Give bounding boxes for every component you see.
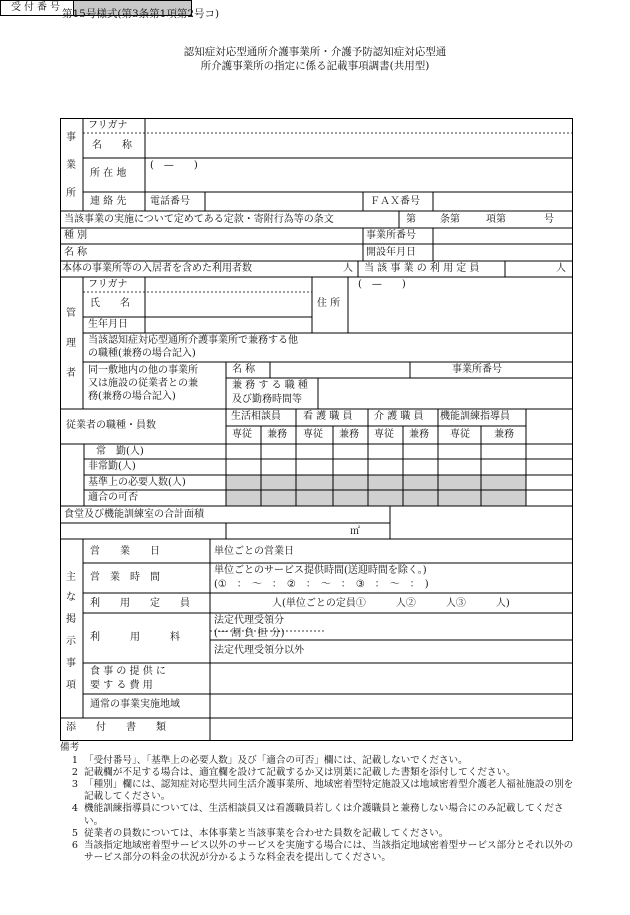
teiin-row-label: 利 用 定 員 [90,598,190,609]
staff-row-tekigo: 適合の可否 [88,492,138,503]
staff-role-kaigo: 介 護 職 員 [374,411,424,422]
jigyosho-bango-label: 事業所番号 [366,230,416,241]
staff-label: 従業者の職種・員数 [66,420,156,431]
page-title-line1: 認知症対応型通所介護事業所・介護予防認知症対応型通 [183,46,447,58]
staff-role-kango: 看 護 職 員 [303,411,353,422]
kanrisha-other-line2: 又は施設の従業者との兼 [88,378,198,389]
eigyobi-note: 単位ごとの営業日 [214,546,294,557]
teikan-ko: 項第 [486,214,506,225]
teiin-unit: 人 [556,263,566,274]
jigyosho-postal: ( — ) [150,160,198,171]
notes [60,742,580,864]
riyosha-label: 本体の事業所等の入居者を含めた利用者数 [62,263,252,274]
note-item: 4 機能訓練指導員については、生活相談員又は看護職員若しくは介護職員と兼務しない場合にのみ記載してください。 [71,803,564,827]
kennmu-jikan-label: 及び勤務時間等 [232,394,302,405]
jigyosho-phone-label: 電話番号 [150,196,190,207]
eigyobi-label: 営 業 日 [90,546,160,557]
page-title-line2: 所介護事業所の指定に係る記載事項調書(共用型) [200,60,430,72]
kanrisha-birth-label: 生年月日 [88,319,128,330]
kanrisha-name-label: 氏 名 [90,298,130,309]
staff-sub-kenmu-1: 兼務 [267,429,287,440]
tenpu-label: 添 付 書 類 [66,722,166,733]
ryokin-label: 利 用 料 [90,632,180,643]
teiin-label: 当 該 事 業 の 利 用 定 員 [364,263,480,274]
hotei-line1: 法定代理受領分 [214,615,284,626]
shokuji-line2: 要 す る 費 用 [90,680,153,691]
staff-row-jokin: 常 勤(人) [96,446,144,457]
staff-sub-kenmu-4: 兼務 [494,429,514,440]
jigyosho-side-3: 所 [66,188,76,199]
kaisetsu-label: 開設年月日 [366,247,416,258]
staff-sub-kenmu-3: 兼務 [409,429,429,440]
staff-role-kinou: 機能訓練指導員 [440,411,510,422]
staff-row-hijokin: 非常勤(人) [88,461,136,472]
main-side-2: な [66,592,76,603]
note-item: 6 当該指定地域密着型サービス以外のサービスを実施する場合には、当該指定地域密着型サービス部分とそれ以外のサービス部分の料金の状況が分かるような料金表を提出してください。 [71,839,574,863]
kanrisha-kennmu-line2: の職種(兼務の場合記入) [88,348,196,359]
jigyosho-side-2: 業 [66,160,76,171]
shubetsu-label: 種 別 [64,230,88,241]
staff-sub-senju-1: 専従 [232,429,252,440]
kanrisha-postal: ( — ) [358,279,406,290]
eigyojikan-label: 営 業 時 間 [90,572,160,583]
other-jigyosho-no-label: 事業所番号 [452,364,502,375]
meisho-label: 名 称 [64,247,88,258]
note-item: 3 「種別」欄には、認知症対応型共同生活介護事業所、地域密着型特定施設又は地域密着型介護老人福祉施設の別を記載してください。 [71,779,574,803]
hotei-line2: (一 割 負 担 分) [214,628,285,639]
note-item: 1 「受付番号」、「基準上の必要人数」及び「適合の可否」欄には、記載しないでください。 [71,755,468,767]
kanrisha-other-line3: 務(兼務の場合記入) [88,391,176,402]
jigyosho-address-label: 所 在 地 [90,168,127,179]
kanrisha-furigana-label: フリガナ [88,279,128,290]
teikan-label: 当該事業の実施について定めてある定款・寄附行為等の条文 [64,214,334,225]
kanrisha-kennmu-line1: 当該認知症対応型通所介護事業所で兼務する他 [88,335,298,346]
main-side-1: 主 [66,572,76,583]
main-side-4: 示 [66,636,76,647]
kanrisha-address-label: 住 所 [317,298,341,309]
kanrisha-side-1: 管 [66,308,76,319]
main-side-3: 掲 [66,614,76,625]
staff-sub-senju-4: 専従 [450,429,470,440]
jigyosho-side-1: 事 [66,132,76,143]
kanrisha-side-3: 者 [66,368,76,379]
jigyosho-furigana-label: フリガナ [88,120,128,131]
staff-sub-kenmu-2: 兼務 [339,429,359,440]
notes-heading: 備考 [60,742,80,753]
teikan-go: 号 [544,214,554,225]
shokuji-line1: 食 事 の 提 供 に [90,666,166,677]
jigyosho-contact-label: 連 絡 先 [90,196,127,207]
teikan-jo: 条第 [440,214,460,225]
main-side-5: 事 [66,658,76,669]
kanrisha-side-2: 理 [66,338,76,349]
jikan-note: 単位ごとのサービス提供時間(送迎時間を除く。) [214,565,427,576]
chiiki-label: 通常の事業実施地域 [90,699,180,710]
teiin-row-note: 人(単位ごとの定員① 人② 人③ 人) [272,598,510,609]
shokudo-unit: ㎡ [350,526,360,537]
receipt-number-label: 受付番号 [1,1,74,15]
main-side-6: 項 [66,680,76,691]
form-number: 第15号様式(第3条第1項第2号コ) [62,8,220,20]
jigyosho-name-label: 名 称 [92,140,132,151]
kanrisha-other-line1: 同一敷地内の他の事業所 [88,365,198,376]
riyosha-unit: 人 [343,263,353,274]
staff-row-kijun: 基準上の必要人数(人) [88,477,186,488]
shokudo-label: 食堂及び機能訓練室の合計面積 [64,509,204,520]
hotei-igai: 法定代理受領分以外 [214,645,304,656]
staff-sub-senju-3: 専従 [374,429,394,440]
jikan-slots: (① ： ～ ： ② ： ～ ： ③ ： ～ ： ) [214,579,429,590]
staff-sub-senju-2: 専従 [303,429,323,440]
note-item: 5 従業者の員数については、本体事業と当該事業を合わせた員数を記載してください。 [71,827,449,839]
staff-role-soudanin: 生活相談員 [231,411,281,422]
kennmu-shokushu-label: 兼 務 す る 職 種 [232,380,308,391]
teikan-dai: 第 [406,214,416,225]
jigyosho-fax-label: ＦＡＸ番号 [370,196,420,207]
note-item: 2 記載欄が不足する場合は、適宜欄を設けて記載するか又は別葉に記載した書類を添付してください。 [71,767,516,779]
other-name-label: 名 称 [232,364,256,375]
